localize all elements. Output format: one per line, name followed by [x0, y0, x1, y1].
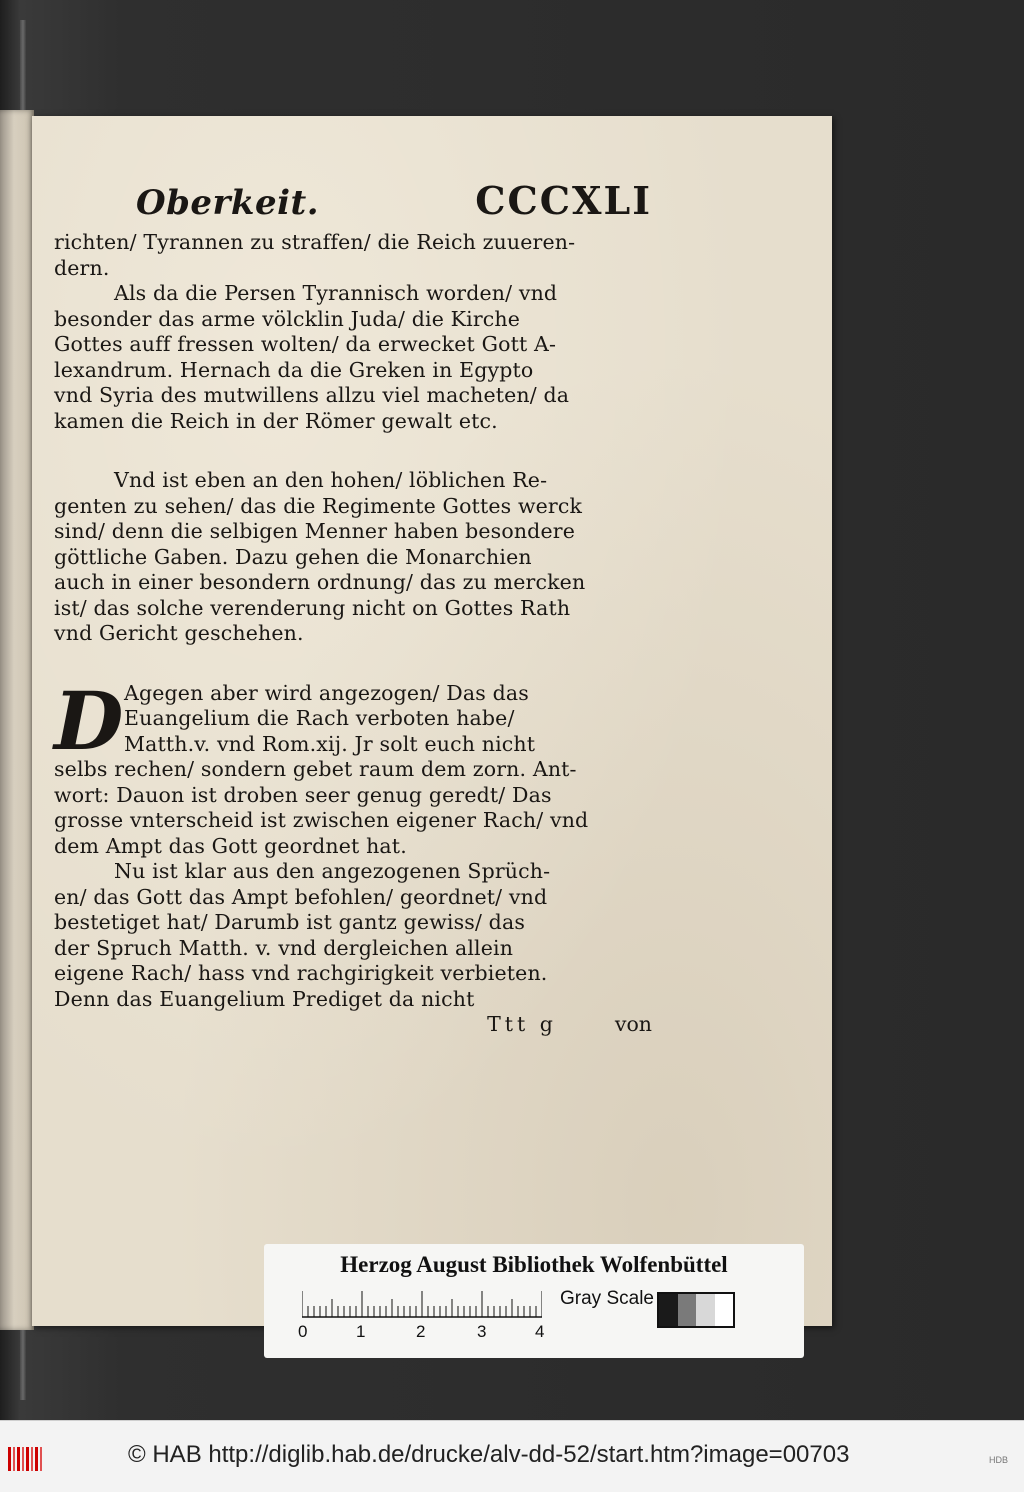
text-line: vnd Gericht geschehen. — [54, 621, 304, 645]
text-line: richten/ Tyrannen zu straffen/ die Reich zuueren- — [54, 230, 576, 254]
permalink-text[interactable]: © HAB http://diglib.hab.de/drucke/alv-dd-52/start.htm?image=00703 — [128, 1441, 850, 1468]
ruler-number: 4 — [535, 1322, 545, 1341]
page-text-block — [54, 178, 652, 1038]
running-head: Oberkeit. — [136, 183, 320, 223]
text-line: dem Ampt das Gott geordnet hat. — [54, 833, 407, 858]
measurement-ruler — [302, 1288, 542, 1318]
text-line: grosse vnterscheid ist zwischen eigener Rach/ vnd — [54, 808, 589, 832]
text-line: vnd Syria des mutwillens allzu viel macheten/ da — [54, 383, 570, 407]
page-header — [54, 178, 652, 230]
ruler-number: 3 — [477, 1322, 487, 1341]
text-line: wort: Dauon ist droben seer genug geredt/ Das — [54, 782, 552, 807]
text-line: Matth.v. vnd Rom.xij. Jr solt euch nicht — [124, 731, 536, 756]
gray-scale-swatches — [657, 1292, 735, 1328]
text-line: der Spruch Matth. v. vnd dergleichen allein — [54, 935, 514, 960]
text-line: bestetiget hat/ Darumb ist gantz gewiss/ das — [54, 910, 525, 934]
viewer-footer — [0, 1420, 1024, 1492]
gray-swatch — [678, 1294, 697, 1326]
text-line: auch in einer besondern ordnung/ das zu mercken — [54, 570, 586, 594]
book-page — [32, 116, 832, 1326]
text-line: selbs rechen/ sondern gebet raum dem zorn. Ant- — [54, 757, 577, 781]
text-line: Als da die Persen Tyrannisch worden/ vnd — [114, 281, 558, 305]
gray-swatch — [659, 1294, 678, 1326]
gray-scale-label: Gray Scale — [560, 1288, 654, 1309]
ruler-number: 0 — [298, 1322, 308, 1341]
text-line: en/ das Gott das Ampt befohlen/ geordnet/ vnd — [54, 884, 548, 909]
paragraph-1 — [54, 230, 652, 281]
text-line: besonder das arme völcklin Juda/ die Kirche — [54, 306, 521, 331]
text-line: lexandrum. Hernach da die Greken in Egypto — [54, 357, 534, 382]
text-line: Gottes auff fressen wolten/ da erwecket Gott A- — [54, 332, 557, 356]
paragraph-2 — [54, 281, 652, 434]
text-line: eigene Rach/ hass vnd rachgirigkeit verbieten. — [54, 961, 548, 985]
gray-swatch — [715, 1294, 734, 1326]
folio-number: CCCXLI — [475, 178, 652, 223]
decorative-initial: D — [54, 673, 124, 768]
gray-swatch — [696, 1294, 715, 1326]
signature-mark: Ttt g — [487, 1012, 557, 1036]
text-line: Agegen aber wird angezogen/ Das das — [124, 680, 529, 705]
paragraph-3 — [54, 468, 652, 647]
library-name: Herzog August Bibliothek Wolfenbüttel — [340, 1252, 728, 1277]
text-line: dern. — [54, 255, 110, 280]
text-line: Vnd ist eben an den hohen/ löblichen Re- — [114, 468, 548, 492]
text-line: göttliche Gaben. Dazu gehen die Monarchien — [54, 544, 532, 569]
text-line: ist/ das solche verenderung nicht on Gottes Rath — [54, 595, 571, 620]
previous-page-edge — [0, 110, 34, 1330]
paragraph-4 — [54, 673, 652, 860]
text-line: Denn das Euangelium Prediget da nicht — [54, 986, 475, 1011]
text-line: Euangelium die Rach verboten habe/ — [124, 706, 515, 730]
color-target-card — [264, 1244, 804, 1358]
ruler-number: 1 — [356, 1322, 366, 1341]
page-footer-line — [54, 1012, 652, 1038]
ruler-number: 2 — [416, 1322, 426, 1341]
hab-barcode-logo-icon[interactable] — [8, 1447, 48, 1471]
text-line: sind/ denn die selbigen Menner haben besondere — [54, 519, 575, 543]
text-line: Nu ist klar aus den angezogenen Sprüch- — [114, 859, 551, 883]
text-line: genten zu sehen/ das die Regimente Gottes werck — [54, 493, 583, 518]
paragraph-5 — [54, 859, 652, 1012]
text-line: kamen die Reich in der Römer gewalt etc. — [54, 408, 498, 433]
catchword: von — [614, 1012, 652, 1036]
footer-mark: HDB — [988, 1455, 1008, 1465]
